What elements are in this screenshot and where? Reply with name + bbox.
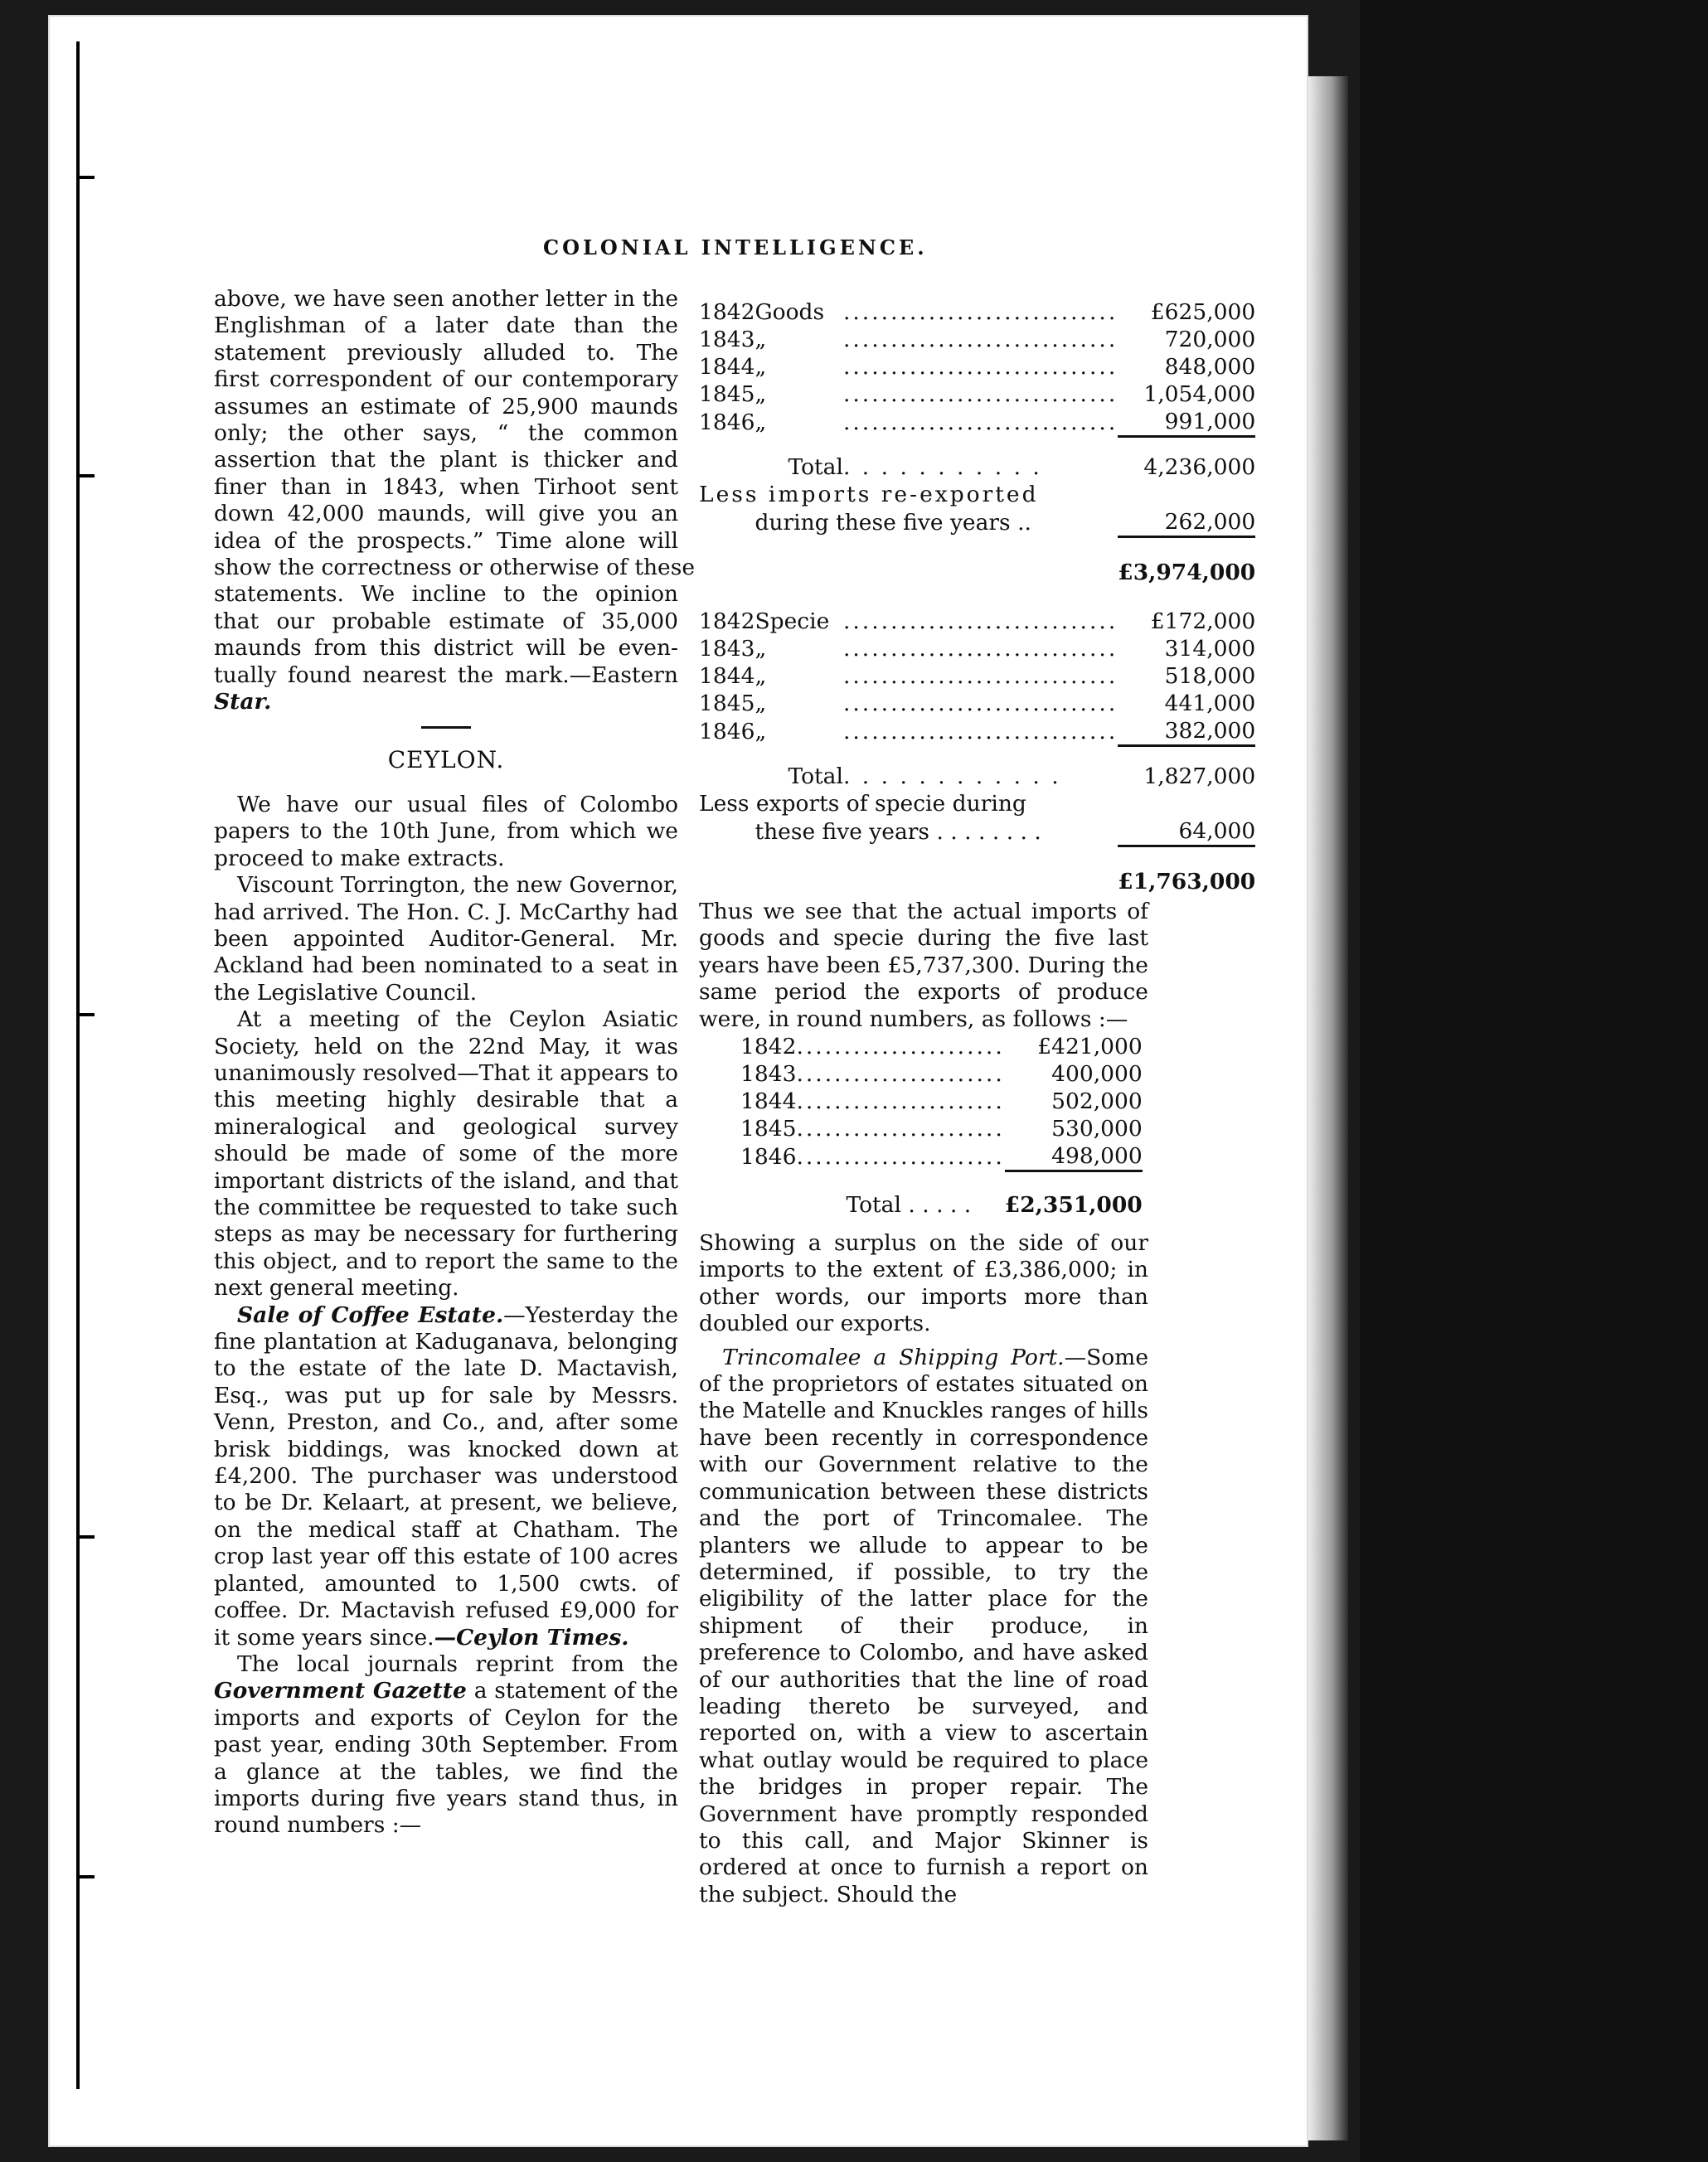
- text-line: tually found nearest the mark.—Eastern: [214, 662, 678, 688]
- goods-table: [699, 298, 1255, 586]
- table-row: 1843 „ ............................. 720,000: [699, 326, 1256, 352]
- table-row: 1845 „ ............................. 441,000: [699, 690, 1256, 716]
- table-row: 1846 ...................... 498,000: [740, 1142, 1143, 1171]
- text-line: assumes an estimate of 25,900 maunds: [214, 393, 678, 419]
- total-row: Total . . . . . £2,351,000: [740, 1171, 1143, 1219]
- page-number: 501: [1646, 473, 1708, 507]
- text-line: down 42,000 maunds, will give you an: [214, 501, 678, 527]
- text-line: maunds from this district will be even-: [214, 635, 678, 662]
- text-line: show the correctness or otherwise of these: [214, 555, 696, 581]
- left-column: [214, 286, 696, 1840]
- less-row: Less imports re-exported: [699, 481, 1039, 507]
- table-row: 1846 „ ............................. 382,000: [699, 717, 1256, 745]
- total-row: Total . . . . . . . . . . . . 1,827,000: [699, 746, 1255, 791]
- right-column: [699, 298, 1256, 1908]
- binding-mark: [76, 176, 95, 179]
- text-line: that our probable estimate of 35,000: [214, 608, 678, 634]
- paragraph-body: —Some of the proprietors of estates situated on the Matelle and Knuckles ranges of hills have been recently in correspondence with our Government relative to the communication between these districts and the port of Trincomalee. The planters we allude to appear to be determined, if possible, to try the eligibility of the latter place for the shipment of their produce, in preference to Colombo, and have asked of our authorities that the line of road leading thereto be surveyed, and reported on, with a view to ascertain what outlay would be required to place the bridges in proper repair. The Government have promptly responded to this call, and Major Skinner is ordered at once to furnish a report on the subject. Should the: [699, 1344, 1148, 1908]
- specie-table: [699, 608, 1255, 895]
- binding-mark: [76, 1875, 95, 1878]
- section-rule: [421, 726, 471, 729]
- text-line: only; the other says, “ the common: [214, 420, 678, 447]
- page-edge: [1308, 76, 1348, 2140]
- table-row: 1844 ...................... 502,000: [740, 1088, 1143, 1114]
- table-row: 1843 „ ............................. 314,000: [699, 635, 1256, 662]
- text-line: idea of the prospects.” Time alone will: [214, 527, 678, 554]
- table-row: 1844 „ ............................. 848,000: [699, 353, 1256, 380]
- binding-spine: [76, 41, 80, 2089]
- paragraph-lead: Trincomalee a Shipping Port.: [722, 1344, 1065, 1370]
- paragraph-lead: Sale of Coffee Estate.: [237, 1302, 504, 1328]
- table-row: 1842 ...................... £421,000: [740, 1033, 1143, 1059]
- publication-title: Government Gazette: [214, 1678, 467, 1704]
- binding-mark: [76, 474, 95, 477]
- table-row: 1843 ...................... 400,000: [740, 1060, 1143, 1087]
- source-citation: Star.: [214, 689, 272, 715]
- table-row: 1842 Specie ............................. £172,000: [699, 608, 1256, 634]
- table-row: 1845 „ ............................. 1,054,000: [699, 381, 1256, 407]
- header-title: COLONIAL INTELLIGENCE.: [543, 235, 928, 259]
- text-line: first correspondent of our contemporary: [214, 366, 678, 393]
- text-line: above, we have seen another letter in the: [214, 286, 678, 312]
- text-line: assertion that the plant is thicker and: [214, 447, 678, 473]
- table-row: 1845 ...................... 530,000: [740, 1115, 1143, 1142]
- exports-table: [740, 1033, 1143, 1219]
- paragraph: At a meeting of the Ceylon Asiatic Society, held on the 22nd May, it was unanimously resolved—That it appears to this meeting highly desirable that a mineralogical and geological survey should be made of some of the more important districts of the island, and that the committee be requested to take such steps as may be necessary for furthering this object, and to report the same to the next general meeting.: [214, 1006, 678, 1302]
- section-title: CEYLON.: [387, 745, 505, 773]
- trincomalee-paragraph: [699, 1345, 1148, 1909]
- paragraph: We have our usual files of Colombo papers to the 10th June, from which we proceed to make extracts.: [214, 791, 678, 871]
- binding-mark: [76, 1535, 95, 1539]
- net-row: £1,763,000: [699, 846, 1255, 896]
- coffee-paragraph: [214, 1302, 678, 1651]
- table-row: 1846 „ ............................. 991,000: [699, 408, 1256, 436]
- total-row: Total . . . . . . . . . . . 4,236,000: [699, 437, 1255, 482]
- binding-mark: [76, 1013, 95, 1016]
- table-row: 1842 Goods ............................. £625,000: [699, 298, 1256, 325]
- paragraph: Viscount Torrington, the new Governor, had arrived. The Hon. C. J. McCarthy had been appointed Auditor-General. Mr. Ackland had been nominated to a seat in the Legislative Council.: [214, 872, 679, 1006]
- table-row: 1844 „ ............................. 518,000: [699, 662, 1256, 689]
- paragraph-body: —Yesterday the fine plantation at Kaduganava, belonging to the estate of the late D. Mactavish, Esq., was put up for sale by Messrs. Venn, Preston, and Co., and, after some brisk biddings, was knocked down at £4,200. The purchaser was understood to be Dr. Kelaart, at present, we believe, on the medical staff at Chatham. The crop last year off this estate of 100 acres planted, amounted to 1,500 cwts. of coffee. Dr. Mactavish refused £9,000 for it some years since.: [214, 1302, 679, 1651]
- paragraph: Thus we see that the actual imports of goods and specie during the five last years have been £5,737,300. During the same period the exports of produce were, in round numbers, as follows :—: [699, 899, 1148, 1032]
- text-line: statements. We incline to the opinion: [214, 581, 678, 608]
- less-row: during these five years .. 262,000: [755, 508, 1256, 536]
- source-citation: —Ceylon Times.: [434, 1624, 629, 1651]
- paragraph: Showing a surplus on the side of our imports to the extent of £3,386,000; in other words, our imports more than doubled our exports.: [699, 1230, 1148, 1337]
- net-row: £3,974,000: [699, 537, 1255, 587]
- text-line: statement previously alluded to. The: [214, 339, 678, 366]
- text-line: finer than in 1843, when Tirhoot sent: [214, 473, 678, 500]
- less-row: Less exports of specie during: [699, 790, 1026, 817]
- text-line: Englishman of a later date than the: [214, 313, 678, 339]
- journals-paragraph: The local journals reprint from the Government Gazette a statement of the imports and exports of Ceylon for the past year, ending 30th September. From a glance at the tables, we find the imports during five years stand thus, in round numbers :—: [214, 1651, 678, 1839]
- less-row: these five years . . . . . . . . 64,000: [755, 817, 1256, 846]
